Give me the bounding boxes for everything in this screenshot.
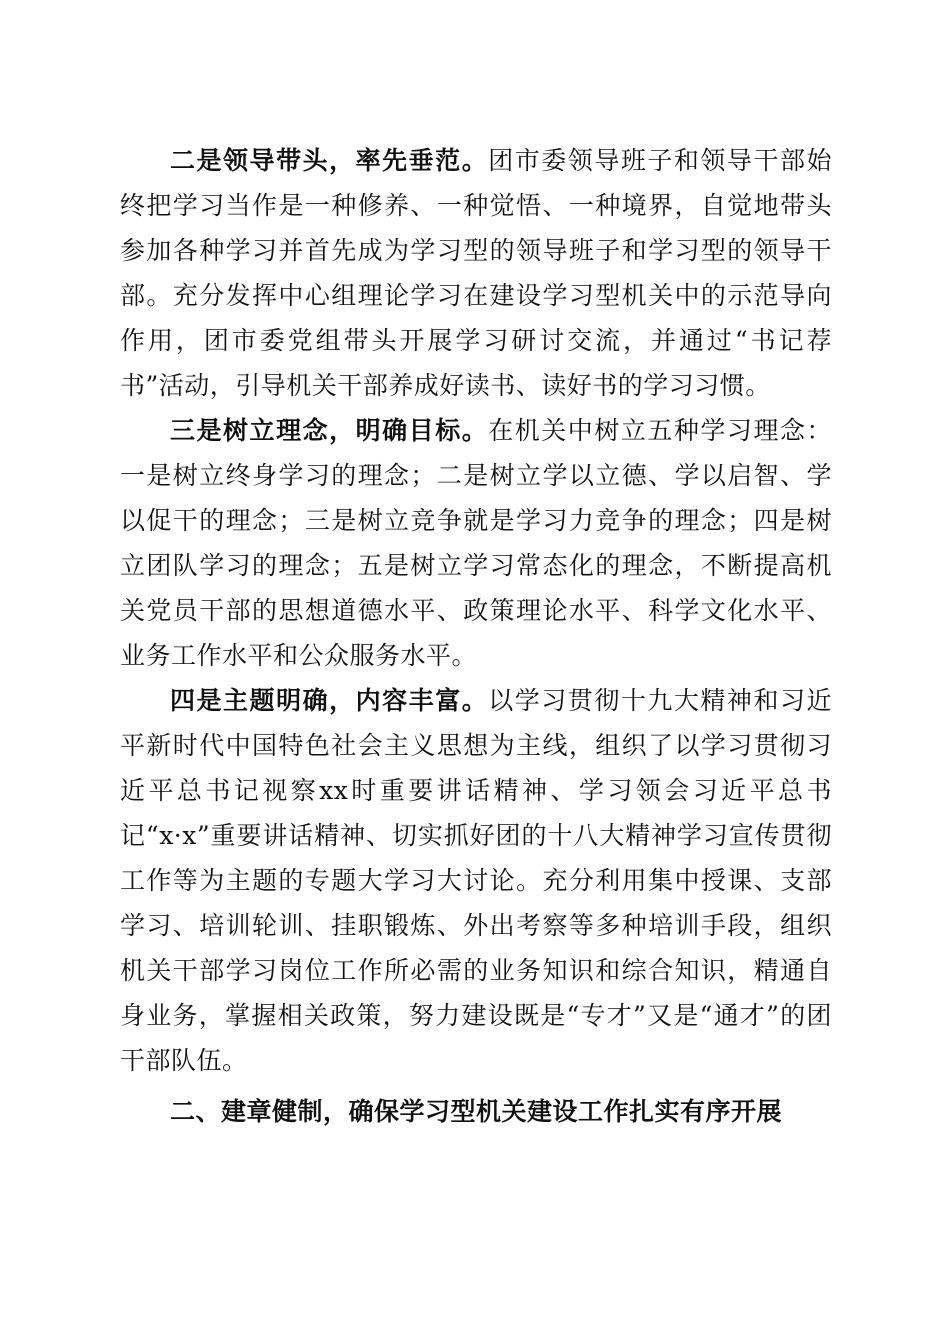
- paragraph-concepts: [120, 408, 832, 678]
- paragraph-lead: 四是主题明确，内容丰富。: [170, 686, 489, 715]
- paragraph-text: 以学习贯彻十九大精神和习近平新时代中国特色社会主义思想为主线，组织了以学习贯彻习近平总书记视察xx时重要讲话精神、学习领会习近平总书记“x·x”重要讲话精神、切实抓好团的十八大精神学习宣传贯彻工作等为主题的专题大学习大讨论。充分利用集中授课、支部学习、培训轮训、挂职锻炼、外出考察等多种培训手段，组织机关干部学习岗位工作所必需的业务知识和综合知识，精通自身业务，掌握相关政策，努力建设既是“专才”又是“通才”的团干部队伍。: [120, 686, 832, 1075]
- paragraph-text: 团市委领导班子和领导干部始终把学习当作是一种修养、一种觉悟、一种境界，自觉地带头参加各种学习并首先成为学习型的领导班子和学习型的领导干部。充分发挥中心组理论学习在建设学习型机关中的示范导向作用，团市委党组带头开展学习研讨交流，并通过“书记荐书”活动，引导机关干部养成好读书、读好书的学习习惯。: [120, 146, 832, 400]
- paragraph-lead: 三是树立理念，明确目标。: [170, 416, 489, 445]
- paragraph-lead: 二是领导带头，率先垂范。: [170, 146, 489, 175]
- paragraph-text: 在机关中树立五种学习理念：一是树立终身学习的理念；二是树立学以立德、学以启智、学以促干的理念；三是树立竞争就是学习力竞争的理念；四是树立团队学习的理念；五是树立学习常态化的理念，不断提高机关党员干部的思想道德水平、政策理论水平、科学文化水平、业务工作水平和公众服务水平。: [120, 416, 832, 670]
- paragraph-leadership: [120, 138, 832, 408]
- paragraph-themes: [120, 678, 832, 1083]
- document-body: [120, 138, 832, 1134]
- section-heading: 二、建章健制，确保学习型机关建设工作扎实有序开展: [170, 1097, 783, 1126]
